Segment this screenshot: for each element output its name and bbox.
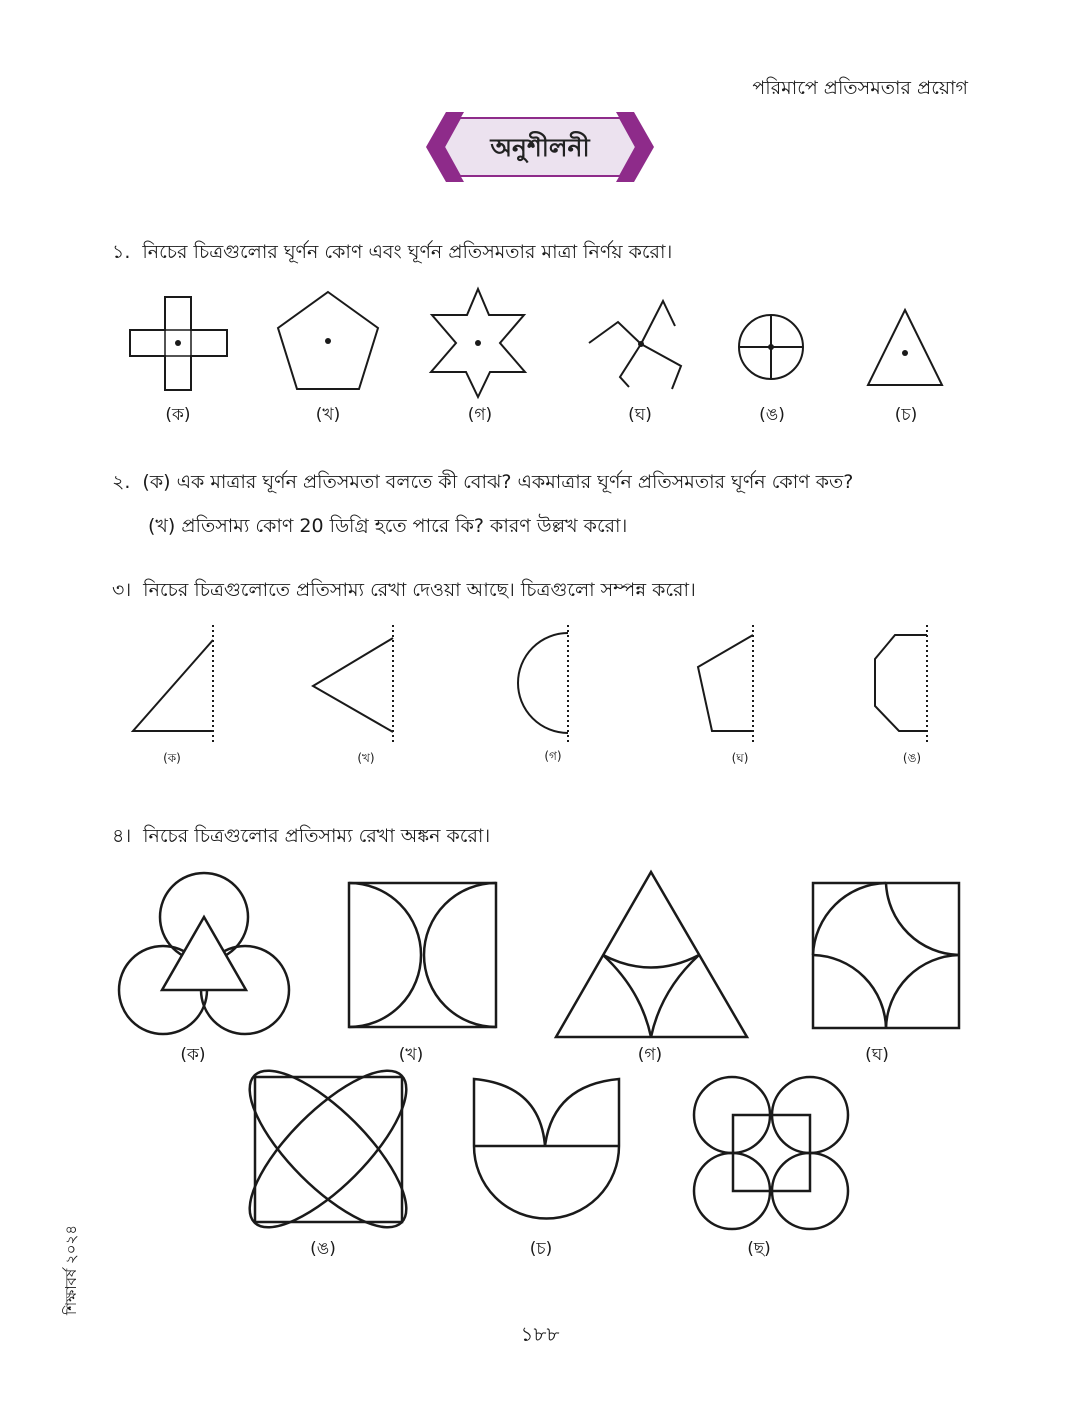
question-3-text: নিচের চিত্রগুলোতে প্রতিসাম্য রেখা দেওয়া আছে। চিত্রগুলো সম্পন্ন করো। [143, 579, 696, 601]
figure-square-ellipses [228, 1049, 429, 1250]
figure-semicircle-leaves [474, 1079, 619, 1219]
q1-label: (ঙ) [759, 405, 785, 425]
q3-label: (ক) [163, 751, 181, 765]
q4-label: (ঘ) [865, 1045, 889, 1065]
running-header: পরিমাপে প্রতিসমতার প্রয়োগ [752, 77, 968, 99]
question-2-part-a: (ক) এক মাত্রার ঘূর্ণন প্রতিসমতা বলতে কী বোঝ? একমাত্রার ঘূর্ণন প্রতিসমতার ঘূর্ণন কোণ কত? [142, 471, 854, 493]
question-3-number: ৩। [112, 579, 132, 601]
question-2-part-b: (খ) প্রতিসাম্য কোণ 20 ডিগ্রি হতে পারে কি? কারণ উল্লখ করো। [148, 515, 628, 537]
q3-label: (ঙ) [902, 751, 922, 765]
figure-trefoil [119, 873, 289, 1034]
q4-label: (খ) [398, 1045, 424, 1065]
academic-year-note [52, 1205, 82, 1325]
figure-four-circles-square [694, 1077, 848, 1229]
q3-label: (গ) [544, 749, 562, 763]
q1-label: (চ) [894, 405, 918, 425]
figure-square-arcs [813, 883, 959, 1028]
q1-label: (খ) [315, 405, 341, 425]
q4-label: (ঙ) [310, 1239, 336, 1259]
question-1-number: ১. [112, 241, 131, 263]
exercise-title: অনুশীলনী [490, 133, 590, 162]
figure-square-half-circles [349, 883, 496, 1027]
q4-label: (চ) [529, 1239, 553, 1259]
q1-label: (ঘ) [628, 405, 652, 425]
q4-label: (ক) [180, 1045, 206, 1065]
q3-label: (খ) [357, 751, 375, 765]
q3-label: (ঘ) [731, 751, 749, 765]
q4-label: (ছ) [747, 1239, 771, 1259]
page-number: ১৮৮ [520, 1322, 560, 1346]
q1-label: (ক) [165, 405, 191, 425]
question-4-number: ৪। [112, 825, 132, 847]
question-2-number: ২. [112, 471, 131, 493]
q1-label: (গ) [467, 405, 493, 425]
question-4-text: নিচের চিত্রগুলোর প্রতিসাম্য রেখা অঙ্কন করো। [143, 825, 491, 847]
question-1-text: নিচের চিত্রগুলোর ঘূর্ণন কোণ এবং ঘূর্ণন প্রতিসমতার মাত্রা নির্ণয় করো। [142, 241, 673, 263]
q4-label: (গ) [637, 1045, 663, 1065]
figure-triangle-arcs [556, 872, 747, 1037]
academic-year-text: শিক্ষাবর্ষ ২০২৪ [62, 1224, 80, 1315]
